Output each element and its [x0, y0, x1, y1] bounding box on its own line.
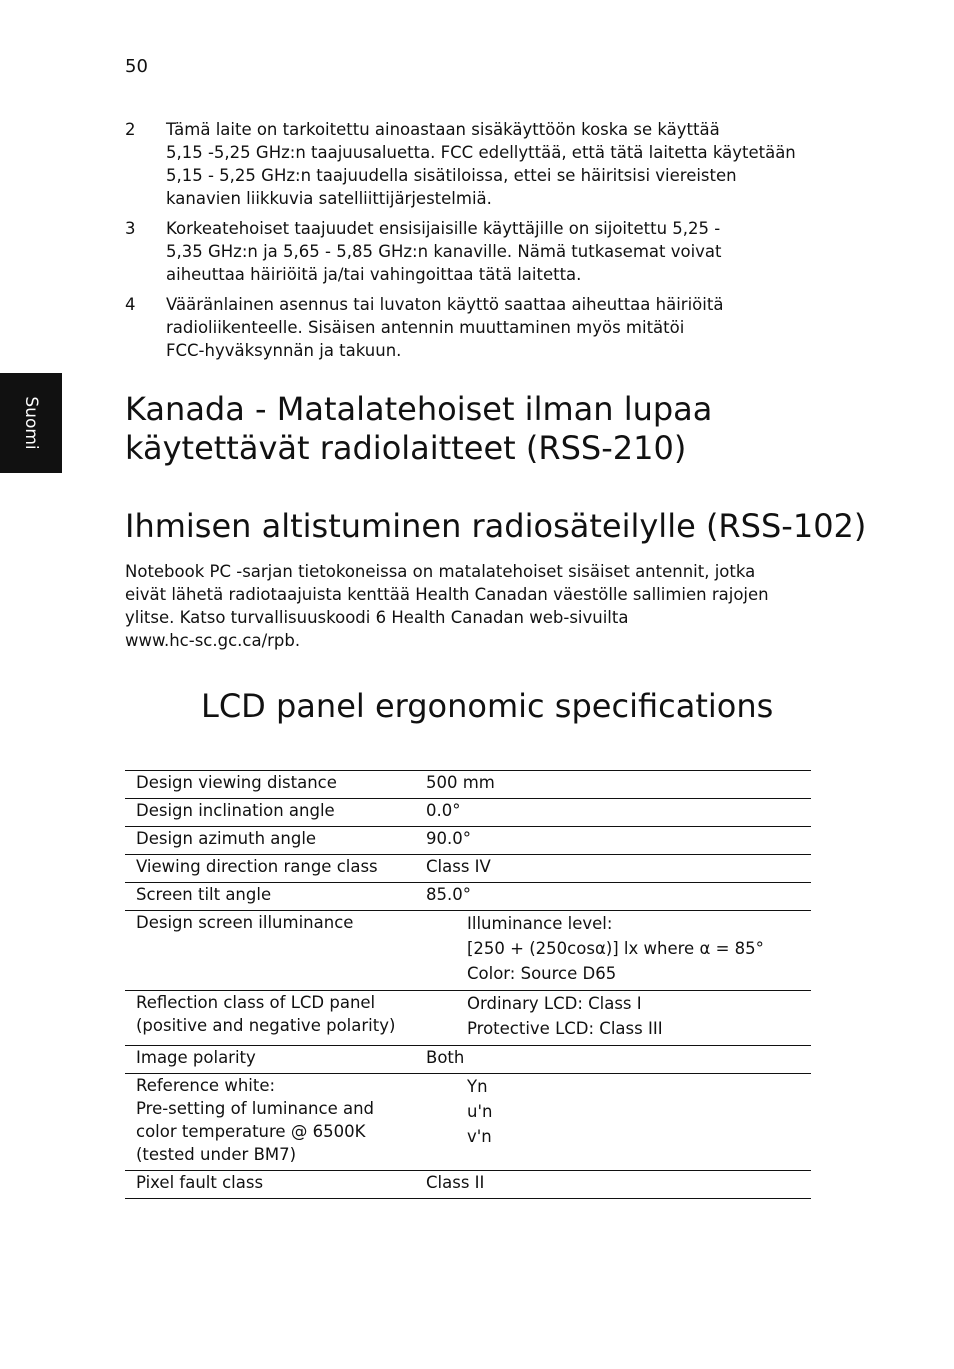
note-text: [166, 217, 825, 286]
spec-label: [125, 991, 426, 1046]
spec-label: [125, 799, 426, 827]
spec-label: [125, 1171, 426, 1199]
spec-value-line: 90.0°: [426, 829, 471, 848]
table-row: [125, 883, 811, 911]
spec-label-line: Screen tilt angle: [136, 885, 272, 904]
spec-value-line: Class II: [426, 1173, 485, 1192]
note-line: FCC-hyväksynnän ja takuun.: [166, 341, 402, 360]
spec-label: [125, 1074, 426, 1171]
spec-value-line: Yn: [467, 1077, 488, 1096]
table-row: [125, 991, 811, 1046]
table-row: [125, 799, 811, 827]
note-line: 5,15 - 5,25 GHz:n taajuudella sisätiloissa, ettei se häiritsisi viereisten: [166, 166, 737, 185]
spec-value: [426, 1074, 811, 1171]
table-row: [125, 1171, 811, 1199]
spec-value: [426, 911, 811, 991]
spec-label-line: Design inclination angle: [136, 801, 335, 820]
spec-value-line: 500 mm: [426, 773, 495, 792]
note-line: Vääränlainen asennus tai luvaton käyttö saattaa aiheuttaa häiriöitä: [166, 295, 724, 314]
paragraph-line: www.hc-sc.gc.ca/rpb.: [125, 631, 301, 650]
spec-label-line: Pre-setting of luminance and: [136, 1099, 375, 1118]
paragraph-line: ylitse. Katso turvallisuuskoodi 6 Health Canadan web-sivuilta: [125, 608, 629, 627]
spec-value-line: u'n: [467, 1102, 493, 1121]
lcd-spec-table: [125, 770, 811, 1199]
spec-value-line: 0.0°: [426, 801, 461, 820]
heading-line: käytettävät radiolaitteet (RSS-210): [125, 429, 687, 467]
spec-value-line: Color: Source D65: [467, 964, 617, 983]
note-number: 4: [125, 295, 136, 314]
spec-value-line: Ordinary LCD: Class I: [467, 994, 642, 1013]
language-side-tab: [0, 373, 62, 473]
note-line: Tämä laite on tarkoitettu ainoastaan sisäkäyttöön koska se käyttää: [166, 120, 720, 139]
table-row: [125, 855, 811, 883]
note-line: 5,15 -5,25 GHz:n taajuusaluetta. FCC edellyttää, että tätä laitetta käytetään: [166, 143, 796, 162]
note-line: Korkeatehoiset taajuudet ensisijaisille käyttäjille on sijoitettu 5,25 -: [166, 219, 721, 238]
spec-value-line: Both: [426, 1048, 465, 1067]
heading-line: Kanada - Matalatehoiset ilman lupaa: [125, 390, 713, 428]
spec-label-line: color temperature @ 6500K: [136, 1122, 366, 1141]
spec-label-line: Reference white:: [136, 1076, 276, 1095]
side-tab-label: Suomi: [21, 396, 41, 450]
table-row: [125, 827, 811, 855]
spec-label: [125, 911, 426, 991]
spec-label-line: (tested under BM7): [136, 1145, 297, 1164]
note-text: [166, 293, 825, 362]
spec-label-line: Image polarity: [136, 1048, 256, 1067]
list-item: [125, 293, 825, 362]
note-line: kanavien liikkuvia satelliittijärjestelmiä.: [166, 189, 492, 208]
list-item: [125, 118, 825, 210]
spec-value-line: Illuminance level:: [467, 914, 613, 933]
note-line: 5,35 GHz:n ja 5,65 - 5,85 GHz:n kanaville. Nämä tutkasemat voivat: [166, 242, 722, 261]
spec-label-line: Pixel fault class: [136, 1173, 264, 1192]
spec-label-line: (positive and negative polarity): [136, 1016, 396, 1035]
spec-value: [426, 991, 811, 1046]
table-row: [125, 1046, 811, 1074]
spec-value: [426, 1171, 811, 1199]
spec-label: [125, 1046, 426, 1074]
table-row: [125, 911, 811, 991]
heading-exposure: Ihmisen altistuminen radiosäteilylle (RSS-102): [125, 507, 867, 545]
heading-canada: [125, 390, 712, 468]
spec-label-line: Viewing direction range class: [136, 857, 378, 876]
spec-value: [426, 771, 811, 799]
paragraph-line: eivät lähetä radiotaajuista kenttää Health Canadan väestölle sallimien rajojen: [125, 585, 769, 604]
spec-value: [426, 827, 811, 855]
note-number: 3: [125, 219, 136, 238]
spec-label: [125, 827, 426, 855]
spec-label-line: Reflection class of LCD panel: [136, 993, 376, 1012]
spec-label-line: Design screen illuminance: [136, 913, 354, 932]
page-number: 50: [125, 56, 148, 77]
spec-value: [426, 799, 811, 827]
table-row: [125, 1074, 811, 1171]
list-item: [125, 217, 825, 286]
note-number: 2: [125, 120, 136, 139]
spec-value-line: [250 + (250cosα)] lx where α = 85°: [467, 939, 764, 958]
spec-label: [125, 883, 426, 911]
paragraph-line: Notebook PC -sarjan tietokoneissa on matalatehoiset sisäiset antennit, jotka: [125, 562, 756, 581]
exposure-paragraph: [125, 560, 825, 652]
note-text: [166, 118, 825, 210]
spec-value: [426, 1046, 811, 1074]
spec-value-line: v'n: [467, 1127, 492, 1146]
table-row: [125, 771, 811, 799]
spec-value-line: Protective LCD: Class III: [467, 1019, 663, 1038]
spec-label-line: Design azimuth angle: [136, 829, 317, 848]
spec-label: [125, 855, 426, 883]
heading-lcd-specs: LCD panel ergonomic specifications: [201, 687, 774, 725]
spec-label: [125, 771, 426, 799]
spec-value-line: 85.0°: [426, 885, 471, 904]
note-line: radioliikenteelle. Sisäisen antennin muuttaminen myös mitätöi: [166, 318, 685, 337]
note-line: aiheuttaa häiriöitä ja/tai vahingoittaa tätä laitetta.: [166, 265, 582, 284]
spec-label-line: Design viewing distance: [136, 773, 337, 792]
spec-value: [426, 855, 811, 883]
spec-value: [426, 883, 811, 911]
spec-value-line: Class IV: [426, 857, 491, 876]
notes-list: [125, 118, 825, 369]
